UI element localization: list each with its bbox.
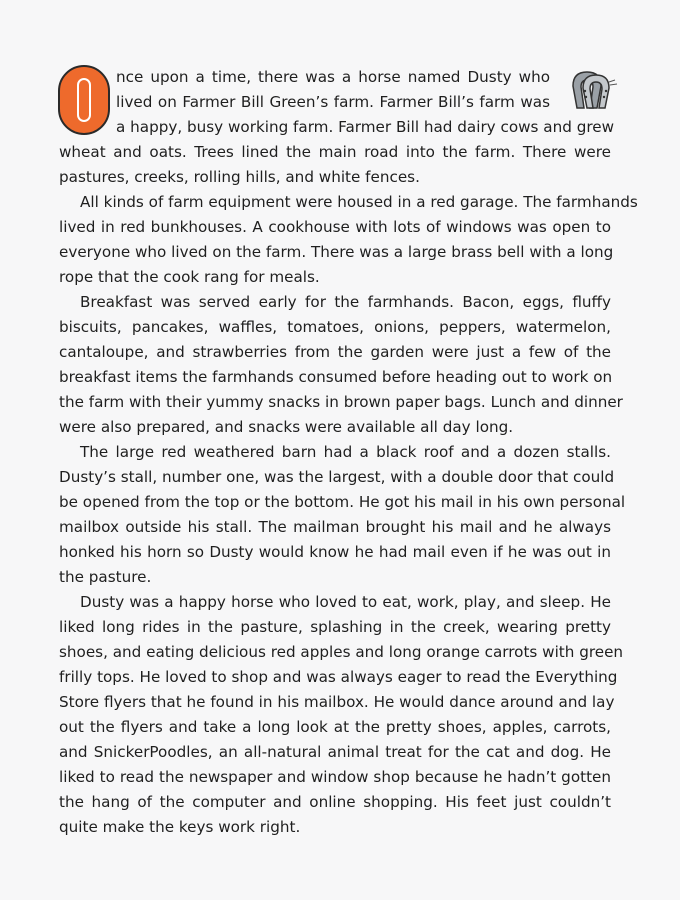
- text-line: the pasture.: [59, 568, 152, 586]
- horseshoe-icon: [563, 66, 619, 112]
- text-line: lived on Farmer Bill Green’s farm. Farmer Bill’s farm was: [116, 93, 550, 111]
- text-line: Dusty was a happy horse who loved to eat, work, play, and sleep. He: [80, 593, 611, 611]
- text-line: Dusty’s stall, number one, was the largest, with a double door that could: [59, 468, 615, 486]
- text-line: quite make the keys work right.: [59, 818, 301, 836]
- text-line: The large red weathered barn had a black roof and a dozen stalls.: [80, 443, 611, 461]
- text-line: rope that the cook rang for meals.: [59, 268, 320, 286]
- text-line: All kinds of farm equipment were housed in a red garage. The farmhands: [80, 193, 638, 211]
- text-line: were also prepared, and snacks were available all day long.: [59, 418, 514, 436]
- text-line: breakfast items the farmhands consumed before heading out to work on: [59, 368, 613, 386]
- text-line: out the flyers and take a long look at the pretty shoes, apples, carrots,: [59, 718, 611, 736]
- text-line: everyone who lived on the farm. There was a large brass bell with a long: [59, 243, 614, 261]
- text-line: be opened from the top or the bottom. He got his mail in his own personal: [59, 493, 626, 511]
- text-line: pastures, creeks, rolling hills, and white fences.: [59, 168, 420, 186]
- text-line: wheat and oats. Trees lined the main road into the farm. There were: [59, 143, 611, 161]
- text-line: a happy, busy working farm. Farmer Bill had dairy cows and grew: [116, 118, 615, 136]
- text-line: frilly tops. He loved to shop and was always eager to read the Everything: [59, 668, 618, 686]
- text-line: lived in red bunkhouses. A cookhouse with lots of windows was open to: [59, 218, 611, 236]
- text-line: cantaloupe, and strawberries from the garden were just a few of the: [59, 343, 611, 361]
- text-line: Store flyers that he found in his mailbox. He would dance around and lay: [59, 693, 615, 711]
- text-line: Breakfast was served early for the farmhands. Bacon, eggs, fluffy: [80, 293, 611, 311]
- drop-cap: [58, 65, 110, 135]
- text-line: mailbox outside his stall. The mailman brought his mail and he always: [59, 518, 611, 536]
- text-line: the hang of the computer and online shopping. His feet just couldn’t: [59, 793, 611, 811]
- text-line: honked his horn so Dusty would know he had mail even if he was out in: [59, 543, 611, 561]
- text-line: the farm with their yummy snacks in brown paper bags. Lunch and dinner: [59, 393, 623, 411]
- text-line: liked long rides in the pasture, splashing in the creek, wearing pretty: [59, 618, 611, 636]
- text-line: and SnickerPoodles, an all-natural animal treat for the cat and dog. He: [59, 743, 611, 761]
- text-line: liked to read the newspaper and window shop because he hadn’t gotten: [59, 768, 611, 786]
- text-line: shoes, and eating delicious red apples and long orange carrots with green: [59, 643, 624, 661]
- text-line: biscuits, pancakes, waffles, tomatoes, onions, peppers, watermelon,: [59, 318, 611, 336]
- drop-cap-glyph: [77, 78, 91, 122]
- text-line: nce upon a time, there was a horse named Dusty who: [116, 68, 550, 86]
